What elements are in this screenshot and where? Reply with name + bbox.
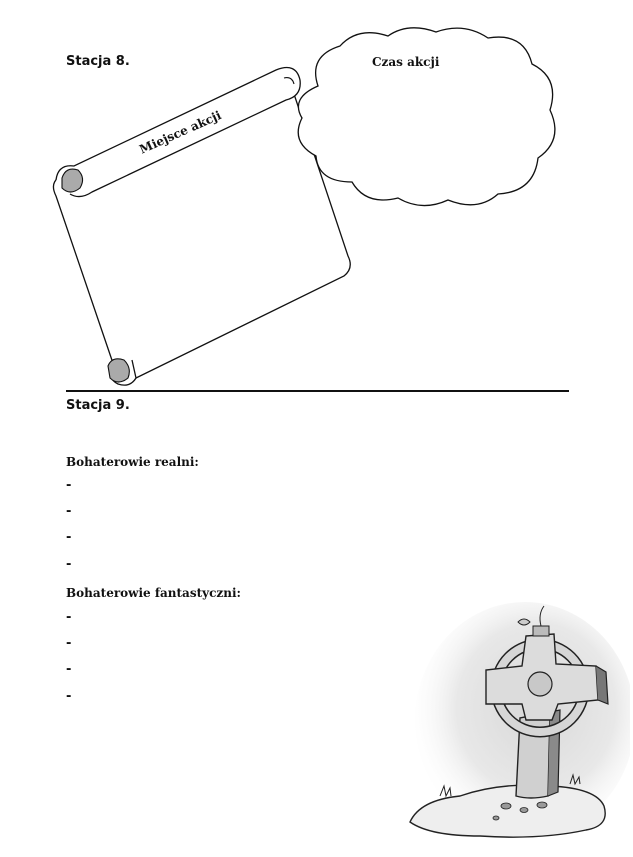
real-hero-item-1: - xyxy=(66,478,72,493)
fantastic-heroes-heading: Bohaterowie fantastyczni: xyxy=(66,586,241,600)
station-8-title: Stacja 8. xyxy=(66,54,130,69)
fantastic-hero-item-3: - xyxy=(66,662,72,677)
real-hero-item-2: - xyxy=(66,504,72,519)
cloud-shape xyxy=(288,22,564,212)
fantastic-hero-item-4: - xyxy=(66,689,72,704)
fantastic-hero-item-1: - xyxy=(66,610,72,625)
real-hero-item-3: - xyxy=(66,530,72,545)
scroll-label: Miejsce akcji xyxy=(137,108,224,157)
section-divider xyxy=(66,390,569,392)
real-heroes-heading: Bohaterowie realni: xyxy=(66,455,199,469)
celtic-cross-gravestone-icon xyxy=(400,600,630,852)
fantastic-hero-item-2: - xyxy=(66,636,72,651)
cloud-label: Czas akcji xyxy=(372,55,440,69)
station-9-title: Stacja 9. xyxy=(66,398,130,413)
real-hero-item-4: - xyxy=(66,557,72,572)
